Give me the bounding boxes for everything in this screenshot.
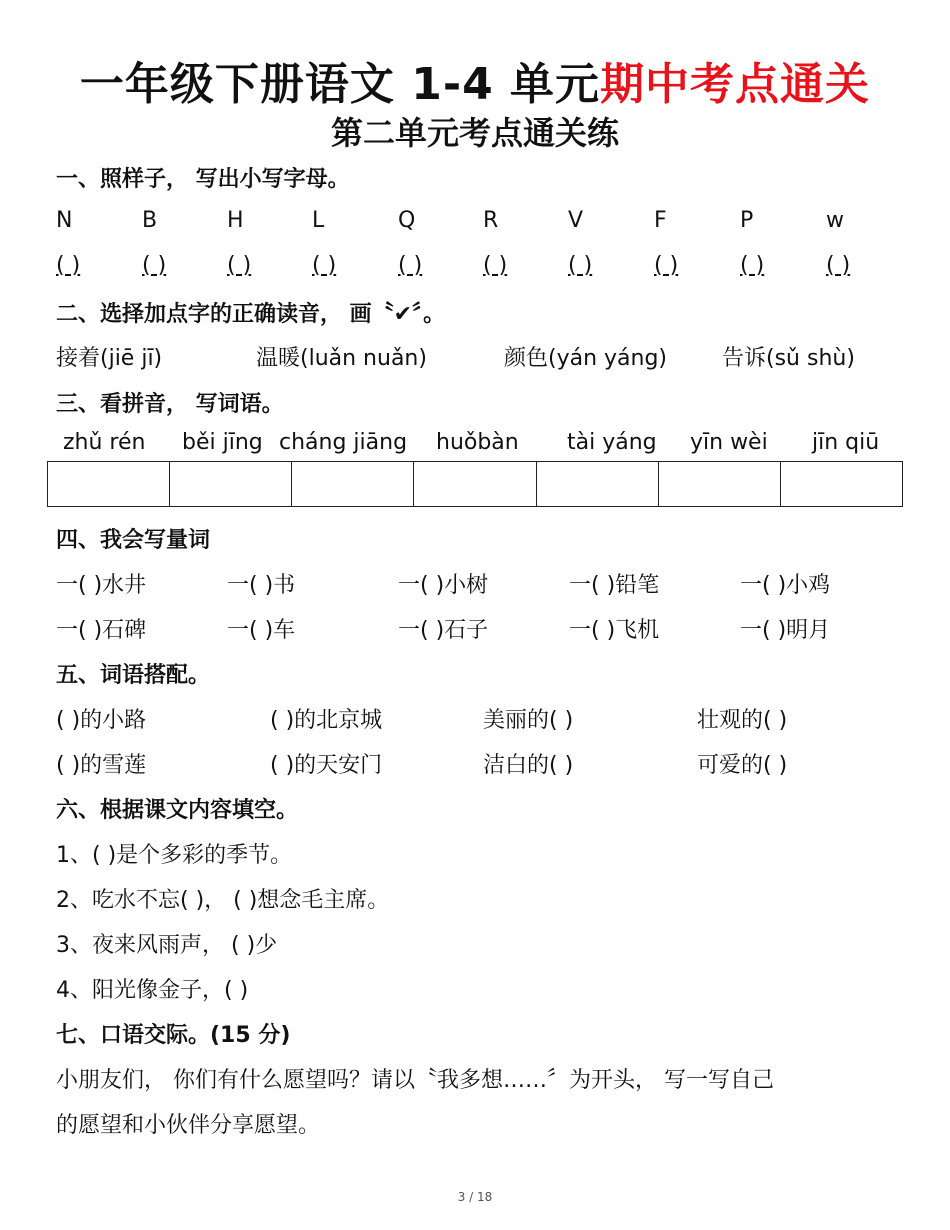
pinyin-label: tài yáng [567,430,657,455]
writing-grid [47,461,903,507]
prompt-line: 小朋友们， 你们有什么愿望吗？请以〝我多想……〞为开头， 写一写自己 [56,1068,774,1093]
letter: R [483,208,499,233]
fill-blank-item[interactable]: 2、吃水不忘( )， ( )想念毛主席。 [56,888,390,913]
letter: V [568,208,584,233]
pronunciation-item[interactable]: 接着(jiē jī) [56,346,163,371]
word-match-item[interactable]: ( )的天安门 [270,753,383,778]
answer-blank[interactable]: ( ) [227,253,252,278]
writing-cell[interactable] [414,462,536,506]
letter: N [56,208,73,233]
letter: H [227,208,244,233]
answer-blank[interactable]: ( ) [568,253,593,278]
prompt-line: 的愿望和小伙伴分享愿望。 [56,1113,321,1138]
letter: w [826,208,844,233]
pinyin-label: huǒbàn [436,430,519,455]
fill-blank-item[interactable]: 3、夜来风雨声， ( )少 [56,933,278,958]
answer-blank[interactable]: ( ) [56,253,81,278]
writing-cell[interactable] [537,462,659,506]
fill-blank-item[interactable]: 1、( )是个多彩的季节。 [56,843,293,868]
word-match-item[interactable]: ( )的小路 [56,708,147,733]
word-match-item[interactable]: ( )的北京城 [270,708,383,733]
section-3-heading: 三、看拼音， 写词语。 [56,392,284,417]
letter: B [142,208,158,233]
measure-word-item[interactable]: 一( )飞机 [569,618,660,643]
section-5-heading: 五、词语搭配。 [56,663,211,688]
page-title [0,48,950,112]
word-match-item[interactable]: 美丽的( ) [483,708,574,733]
letter: Q [398,208,416,233]
measure-word-item[interactable]: 一( )车 [227,618,296,643]
word-match-item[interactable]: ( )的雪莲 [56,753,147,778]
pronunciation-item[interactable]: 告诉(sǔ shù) [722,346,855,371]
title-red: 期中考点通关 [600,59,871,110]
section-7-heading: 七、口语交际。(15 分) [56,1023,291,1048]
writing-cell[interactable] [292,462,414,506]
section-4-heading: 四、我会写量词 [56,528,211,553]
title-black: 一年级下册语文 1-4 单元 [79,59,601,110]
letter: P [740,208,754,233]
pronunciation-item[interactable]: 颜色(yán yáng) [504,346,668,371]
letter: L [312,208,325,233]
measure-word-item[interactable]: 一( )石碑 [56,618,147,643]
measure-word-item[interactable]: 一( )水井 [56,573,147,598]
measure-word-item[interactable]: 一( )石子 [398,618,489,643]
answer-blank[interactable]: ( ) [740,253,765,278]
pinyin-label: běi jīng [182,430,263,455]
answer-blank[interactable]: ( ) [142,253,167,278]
answer-blank[interactable]: ( ) [826,253,851,278]
answer-blank[interactable]: ( ) [483,253,508,278]
measure-word-item[interactable]: 一( )铅笔 [569,573,660,598]
section-1-heading: 一、照样子， 写出小写字母。 [56,167,350,192]
measure-word-item[interactable]: 一( )书 [227,573,296,598]
section-2-heading: 二、选择加点字的正确读音， 画〝✔〞。 [56,302,446,327]
pinyin-label: yīn wèi [690,430,768,455]
writing-cell[interactable] [170,462,292,506]
pinyin-label: jīn qiū [812,430,880,455]
pinyin-label: zhǔ rén [63,430,146,455]
page-subtitle: 第二单元考点通关练 [330,114,619,152]
section-6-heading: 六、根据课文内容填空。 [56,798,299,823]
writing-cell[interactable] [781,462,902,506]
page-number: 3 / 18 [457,1190,493,1204]
pronunciation-item[interactable]: 温暖(luǎn nuǎn) [256,346,427,371]
letter: F [654,208,667,233]
word-match-item[interactable]: 壮观的( ) [697,708,788,733]
writing-cell[interactable] [659,462,781,506]
measure-word-item[interactable]: 一( )明月 [740,618,831,643]
word-match-item[interactable]: 洁白的( ) [483,753,574,778]
pinyin-label: cháng jiāng [279,430,408,455]
measure-word-item[interactable]: 一( )小鸡 [740,573,831,598]
measure-word-item[interactable]: 一( )小树 [398,573,489,598]
word-match-item[interactable]: 可爱的( ) [697,753,788,778]
fill-blank-item[interactable]: 4、阳光像金子，( ) [56,978,249,1003]
writing-cell[interactable] [48,462,170,506]
answer-blank[interactable]: ( ) [398,253,423,278]
answer-blank[interactable]: ( ) [312,253,337,278]
answer-blank[interactable]: ( ) [654,253,679,278]
